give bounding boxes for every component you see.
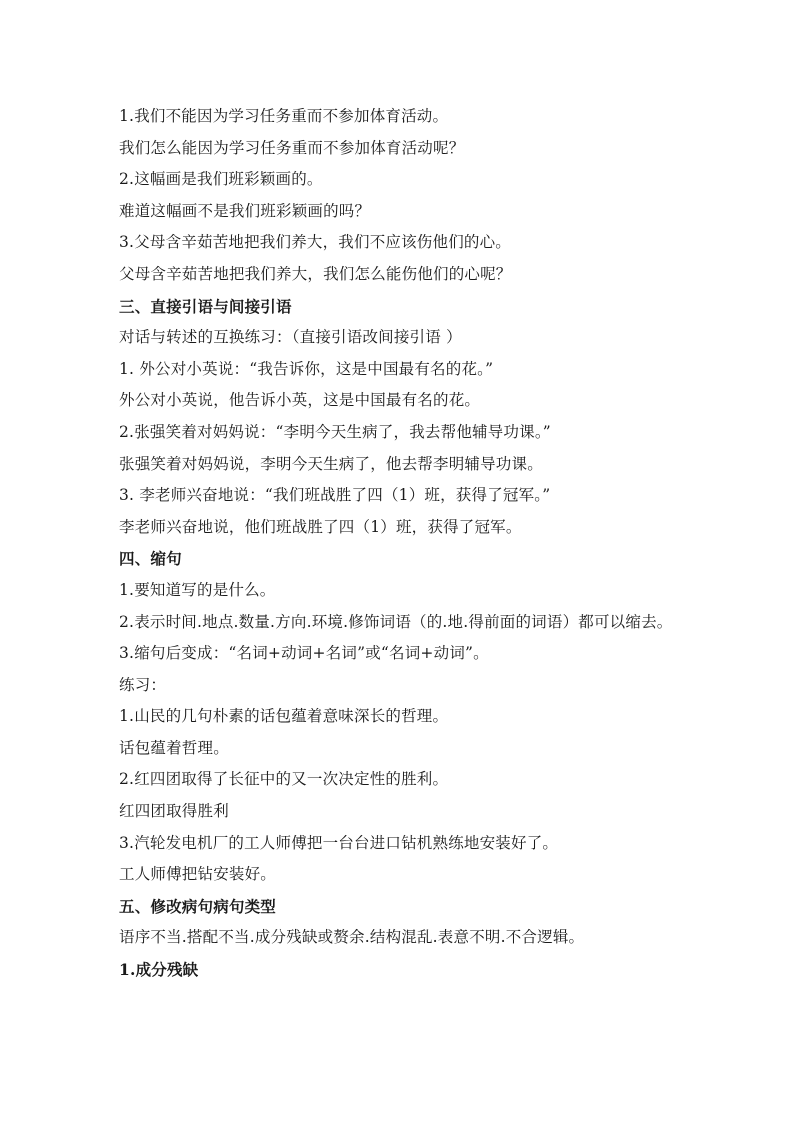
doc-line: 3.缩句后变成：“名词+动词+名词”或“名词+动词”。 xyxy=(119,644,489,663)
subsection-heading: 1.成分残缺 xyxy=(119,960,199,980)
document-body xyxy=(119,101,679,986)
doc-line: 红四团取得胜利 xyxy=(119,802,229,821)
section-heading: 三、直接引语与间接引语 xyxy=(119,296,292,316)
doc-line: 张强笑着对妈妈说，李明今天生病了，他去帮李明辅导功课。 xyxy=(119,454,543,473)
doc-line: 父母含辛茹苦地把我们养大，我们怎么能伤他们的心呢？ xyxy=(119,264,512,283)
doc-line: 1. 外公对小英说：“我告诉你，这是中国最有名的花。” xyxy=(119,359,494,378)
section-heading: 四、缩句 xyxy=(119,549,182,569)
doc-line: 3. 李老师兴奋地说：“我们班战胜了四（1）班，获得了冠军。” xyxy=(119,486,551,505)
doc-line: 2.张强笑着对妈妈说：“李明今天生病了，我去帮他辅导功课。” xyxy=(119,422,551,441)
doc-line: 练习： xyxy=(119,675,167,694)
doc-line: 1.山民的几句朴素的话包蕴着意味深长的哲理。 xyxy=(119,707,449,726)
doc-line: 2.表示时间.地点.数量.方向.环境.修饰词语（的.地.得前面的词语）都可以缩去。 xyxy=(119,612,673,631)
doc-line: 3.父母含辛茹苦地把我们养大，我们不应该伤他们的心。 xyxy=(119,233,511,252)
section-heading: 五、修改病句病句类型 xyxy=(119,896,277,916)
doc-line: 3.汽轮发电机厂的工人师傅把一台台进口钻机熟练地安装好了。 xyxy=(119,833,559,852)
doc-line: 李老师兴奋地说，他们班战胜了四（1）班，获得了冠军。 xyxy=(119,517,522,536)
doc-line: 外公对小英说，他告诉小英，这是中国最有名的花。 xyxy=(119,391,481,410)
doc-line: 1.我们不能因为学习任务重而不参加体育活动。 xyxy=(119,107,449,125)
doc-line: 难道这幅画不是我们班彩颖画的吗？ xyxy=(119,201,371,220)
doc-line: 对话与转述的互换练习：（直接引语改间接引语 ） xyxy=(119,328,462,347)
doc-line: 语序不当.搭配不当.成分残缺或赘余.结构混乱.表意不明.不合逻辑。 xyxy=(119,928,585,947)
doc-line: 话包蕴着哲理。 xyxy=(119,738,229,757)
doc-line: 工人师傅把钻安装好。 xyxy=(119,865,277,884)
doc-line: 1.要知道写的是什么。 xyxy=(119,580,276,599)
doc-line: 2.这幅画是我们班彩颖画的。 xyxy=(119,170,323,189)
doc-line: 我们怎么能因为学习任务重而不参加体育活动呢？ xyxy=(119,138,465,157)
doc-line: 2.红四团取得了长征中的又一次决定性的胜利。 xyxy=(119,770,449,789)
